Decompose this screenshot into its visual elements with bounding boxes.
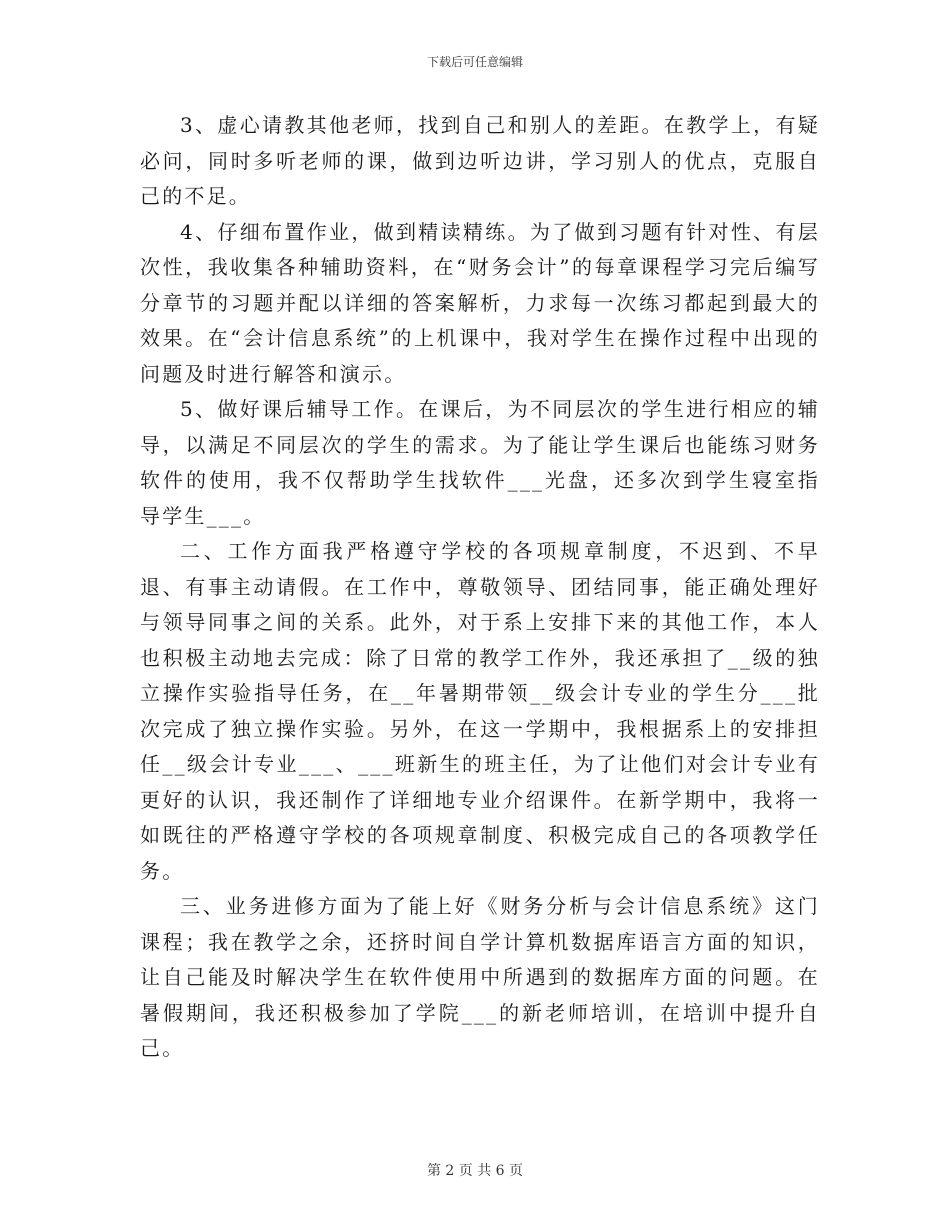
paragraph-item-3: 3、虚心请教其他老师，找到自己和别人的差距。在教学上，有疑必问，同时多听老师的课，做到边听边讲，学习别人的优点，克服自己的不足。 (140, 113, 820, 208)
paragraph-item-4: 4、仔细布置作业，做到精读精练。为了做到习题有针对性、有层次性，我收集各种辅助资料，在“财务会计”的每章课程学习完后编写分章节的习题并配以详细的答案解析，力求每一次练习都起到最大的效果。在“会计信息系统”的上机课中，我对学生在操作过程中出现的问题及时进行解答和演示。 (140, 219, 820, 386)
paragraph-study-section: 三、业务进修方面为了能上好《财务分析与会计信息系统》这门课程；我在教学之余，还挤时间自学计算机数据库语言方面的知识，让自己能及时解决学生在软件使用中所遇到的数据库方面的问题。在暑假期间，我还积极参加了学院___的新老师培训，在培训中提升自己。 (140, 894, 820, 1060)
document-body (140, 108, 820, 1067)
page-header: 下载后可任意编辑 (426, 55, 523, 69)
page-number: 第 2 页 共 6 页 (426, 1163, 524, 1179)
paragraph-work-section: 二、工作方面我严格遵守学校的各项规章制度，不迟到、不早退、有事主动请假。在工作中，尊敬领导、团结同事，能正确处理好与领导同事之间的关系。此外，对于系上安排下来的其他工作，本人也积极主动地去完成：除了日常的教学工作外，我还承担了__级的独立操作实验指导任务，在__年暑期带领__级会计专业的学生分___批次完成了独立操作实验。另外，在这一学期中，我根据系上的安排担任__级会计专业___、___班新生的班主任，为了让他们对会计专业有更好的认识，我还制作了详细地专业介绍课件。在新学期中，我将一如既往的严格遵守学校的各项规章制度、积极完成自己的各项教学任务。 (140, 539, 820, 883)
paragraph-item-5: 5、做好课后辅导工作。在课后，为不同层次的学生进行相应的辅导，以满足不同层次的学生的需求。为了能让学生课后也能练习财务软件的使用，我不仅帮助学生找软件___光盘，还多次到学生寝室指导学生___。 (140, 397, 820, 528)
